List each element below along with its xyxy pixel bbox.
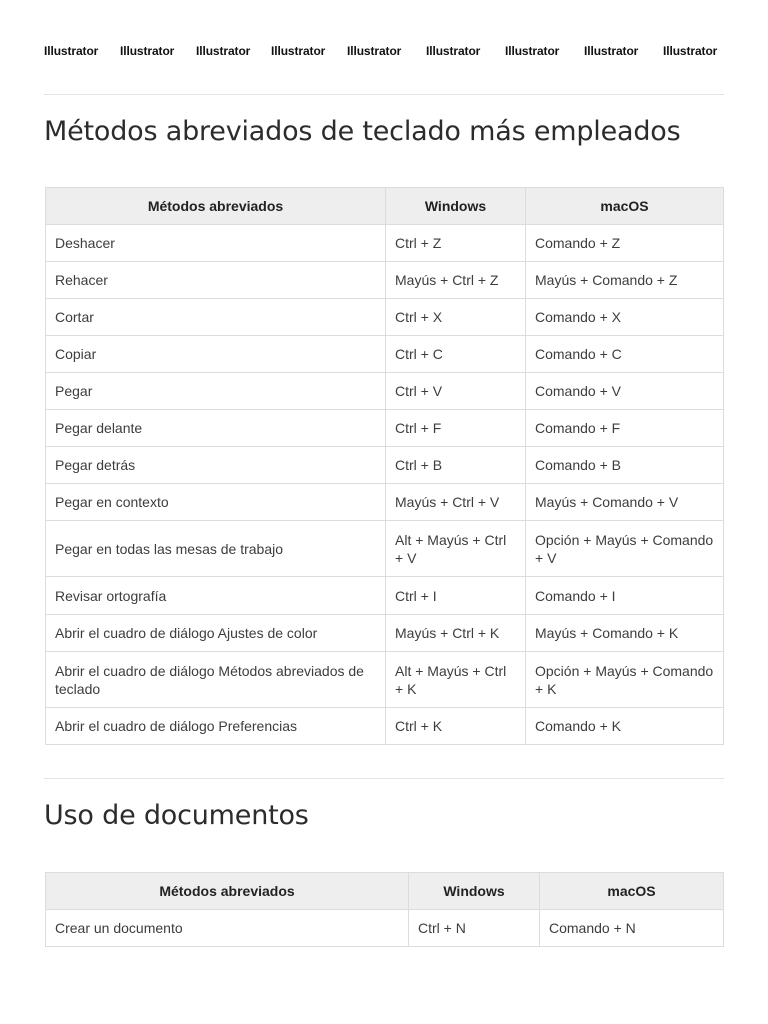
nav-link-illustrator[interactable]: Illustrator [426,44,481,58]
table-row [46,577,724,615]
column-header-shortcut: Métodos abreviados [46,188,386,225]
table-row [46,373,724,410]
cell-action: Pegar [46,373,386,410]
nav-link-illustrator[interactable]: Illustrator [44,44,99,58]
table-row [46,336,724,373]
table-row [46,225,724,262]
cell-action: Cortar [46,299,386,336]
cell-windows: Mayús + Ctrl + Z [386,262,526,299]
table-row [46,521,724,577]
table-row [46,910,724,947]
section-title-common-shortcuts: Métodos abreviados de teclado más empleados [44,116,681,147]
cell-windows: Alt + Mayús + Ctrl + V [386,521,526,577]
nav-link-illustrator[interactable]: Illustrator [584,44,639,58]
cell-action: Abrir el cuadro de diálogo Preferencias [46,708,386,745]
divider [44,778,724,779]
table-row [46,447,724,484]
cell-action: Pegar en todas las mesas de trabajo [46,521,386,577]
nav-link-illustrator[interactable]: Illustrator [196,44,251,58]
divider [44,94,724,95]
table-row [46,410,724,447]
cell-windows: Ctrl + K [386,708,526,745]
table-row [46,262,724,299]
top-nav [44,44,724,66]
nav-link-illustrator[interactable]: Illustrator [271,44,326,58]
cell-windows: Mayús + Ctrl + V [386,484,526,521]
cell-action: Deshacer [46,225,386,262]
cell-windows: Alt + Mayús + Ctrl + K [386,652,526,708]
cell-windows: Ctrl + Z [386,225,526,262]
cell-macos: Mayús + Comando + Z [526,262,724,299]
cell-macos: Comando + B [526,447,724,484]
column-header-windows: Windows [409,873,540,910]
cell-macos: Opción + Mayús + Comando + K [526,652,724,708]
table-row [46,615,724,652]
column-header-shortcut: Métodos abreviados [46,873,409,910]
nav-link-illustrator[interactable]: Illustrator [663,44,718,58]
cell-macos: Mayús + Comando + V [526,484,724,521]
cell-macos: Comando + N [540,910,724,947]
shortcuts-table-documents [45,872,724,947]
cell-macos: Opción + Mayús + Comando + V [526,521,724,577]
cell-action: Pegar en contexto [46,484,386,521]
cell-macos: Comando + I [526,577,724,615]
cell-windows: Ctrl + F [386,410,526,447]
cell-action: Abrir el cuadro de diálogo Métodos abreviados de teclado [46,652,386,708]
cell-macos: Comando + X [526,299,724,336]
table-header-row [46,873,724,910]
table-row [46,652,724,708]
cell-windows: Mayús + Ctrl + K [386,615,526,652]
cell-action: Pegar delante [46,410,386,447]
cell-macos: Comando + F [526,410,724,447]
cell-macos: Mayús + Comando + K [526,615,724,652]
cell-windows: Ctrl + N [409,910,540,947]
cell-action: Rehacer [46,262,386,299]
table-row [46,708,724,745]
nav-link-illustrator[interactable]: Illustrator [505,44,560,58]
table-row [46,484,724,521]
section-title-documents: Uso de documentos [44,800,309,831]
table-row [46,299,724,336]
cell-windows: Ctrl + X [386,299,526,336]
cell-action: Pegar detrás [46,447,386,484]
cell-windows: Ctrl + C [386,336,526,373]
cell-windows: Ctrl + I [386,577,526,615]
column-header-macos: macOS [540,873,724,910]
cell-action: Abrir el cuadro de diálogo Ajustes de color [46,615,386,652]
nav-link-illustrator[interactable]: Illustrator [347,44,402,58]
cell-action: Revisar ortografía [46,577,386,615]
cell-windows: Ctrl + B [386,447,526,484]
cell-action: Crear un documento [46,910,409,947]
column-header-macos: macOS [526,188,724,225]
cell-macos: Comando + K [526,708,724,745]
cell-macos: Comando + C [526,336,724,373]
table-header-row [46,188,724,225]
cell-action: Copiar [46,336,386,373]
cell-windows: Ctrl + V [386,373,526,410]
column-header-windows: Windows [386,188,526,225]
cell-macos: Comando + Z [526,225,724,262]
cell-macos: Comando + V [526,373,724,410]
nav-link-illustrator[interactable]: Illustrator [120,44,175,58]
shortcuts-table-common [45,187,724,745]
